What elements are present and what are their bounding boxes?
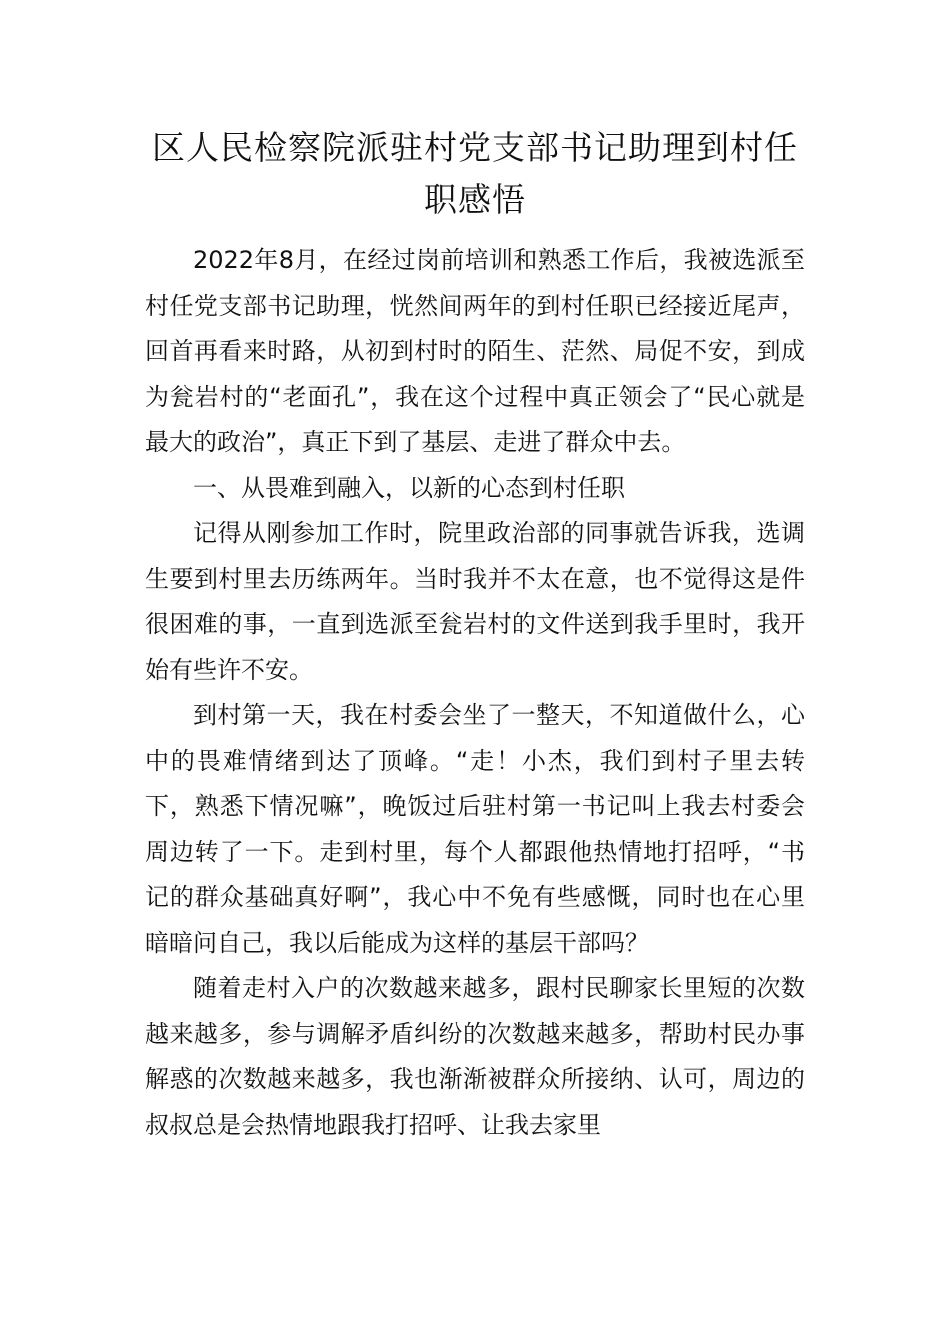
paragraph: 记得从刚参加工作时，院里政治部的同事就告诉我，选调生要到村里去历练两年。当时我并不太在意，也不觉得这是件很困难的事，一直到选派至瓮岩村的文件送到我手里时，我开始有些许不安。 [145, 519, 805, 684]
paragraph: 到村第一天，我在村委会坐了一整天，不知道做什么，心中的畏难情绪到达了顶峰。“走！小杰，我们到村子里去转下，熟悉下情况嘛”，晚饭过后驻村第一书记叫上我去村委会周边转了一下。走到村里，每个人都跟他热情地打招呼，“书记的群众基础真好啊”，我心中不免有些感慨，同时也在心里暗暗问自己，我以后能成为这样的基层干部吗？ [145, 701, 805, 957]
document-title: 区人民检察院派驻村党支部书记助理到村任职感悟 [152, 128, 798, 219]
section-heading: 一、从畏难到融入，以新的心态到村任职 [193, 473, 625, 502]
paragraph: 随着走村入户的次数越来越多，跟村民聊家长里短的次数越来越多，参与调解矛盾纠纷的次数越来越多，帮助村民办事解惑的次数越来越多，我也渐渐被群众所接纳、认可，周边的叔叔总是会热情地跟我打招呼、让我去家里 [145, 974, 805, 1139]
document-body [145, 238, 805, 1148]
paragraph-intro: 2022年8月，在经过岗前培训和熟悉工作后，我被选派至村任党支部书记助理，恍然间两年的到村任职已经接近尾声，回首再看来时路，从初到村时的陌生、茫然、局促不安，到成为瓮岩村的“老面孔”，我在这个过程中真正领会了“民心就是最大的政治”，真正下到了基层、走进了群众中去。 [145, 246, 805, 456]
